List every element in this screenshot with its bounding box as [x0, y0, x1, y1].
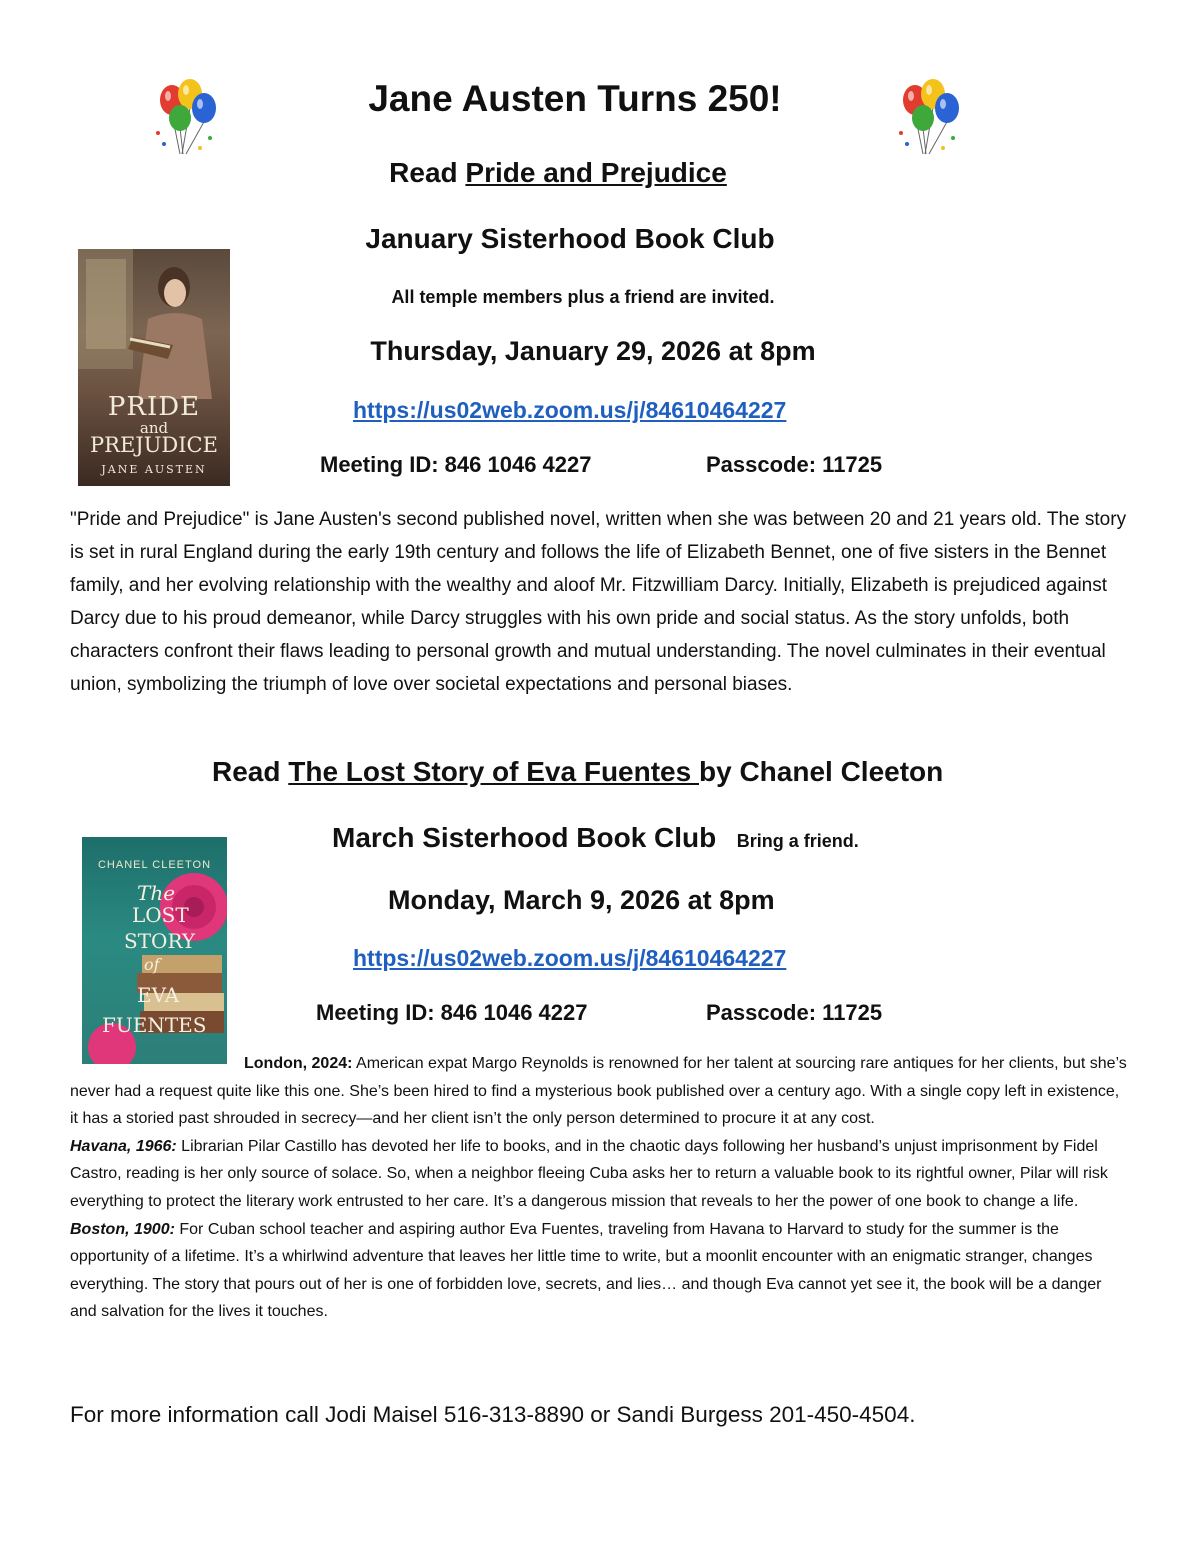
havana-label: Havana, 1966:	[70, 1137, 177, 1155]
london-text: American expat Margo Reynolds is renowned for her talent at sourcing rare antiques for her clients, but she’s never had a request quite like this one. She’s been hired to find a mysterious book published over a century ago. With a single copy left in existence, it has a storied past shrouded in secrecy—and her client isn’t the only person determined to procure it at any cost.	[70, 1055, 1127, 1128]
book-author: by Chanel Cleeton	[698, 756, 944, 787]
event2-club-line	[332, 822, 859, 854]
cover-line-1: The	[137, 881, 176, 905]
event1-description: "Pride and Prejudice" is Jane Austen's second published novel, written when she was between 20 and 21 years old. The story is set in rural England during the early 19th century and follows the life of Elizabeth Bennet, one of five sisters in the Bennet family, and her evolving relationship with the wealthy and aloof Mr. Fitzwilliam Darcy. Initially, Elizabeth is prejudiced against Darcy due to his proud demeanor, while Darcy struggles with his own pride and social status. As the story unfolds, both characters confront their flaws leading to personal growth and mutual understanding. The novel culminates in their eventual union, symbolizing the triumph of love over societal expectations and personal biases.	[70, 509, 1127, 695]
event1-passcode: Passcode: 11725	[706, 452, 883, 477]
event1-heading	[300, 157, 816, 189]
cover-line-6: FUENTES	[102, 1013, 207, 1037]
cover-line-2: LOST	[132, 903, 189, 927]
event2-heading	[212, 756, 943, 788]
event2-meeting-id: Meeting ID: 846 1046 4227	[316, 1000, 588, 1025]
event2-description	[70, 1050, 1130, 1326]
london-label: London, 2024:	[244, 1055, 353, 1072]
havana-text: Librarian Pilar Castillo has devoted her life to books, and in the chaotic days following her husband’s unjust imprisonment by Fidel Castro, reading is her only source of solace. So, when a neighbor fleeing Cuba asks her to return a valuable book to its rightful owner, Pilar will risk everything to protect the literary work entrusted to her care. It’s a dangerous mission that reveals to her the power of one book to change a life.	[70, 1137, 1108, 1210]
cover-author: CHANEL CLEETON	[97, 859, 212, 871]
event2-passcode: Passcode: 11725	[706, 1000, 883, 1025]
london-paragraph	[70, 1050, 1130, 1133]
boston-text: For Cuban school teacher and aspiring author Eva Fuentes, traveling from Havana to Harvard to study for the summer is the opportunity of a lifetime. It’s a whirlwind adventure that leaves her little time to write, but a moonlit encounter with an enigmatic stranger, changes everything. The story that pours out of her is one of forbidden love, secrets, and lies… and though Eva cannot yet see it, the book will be a danger and salvation for the lives it touches.	[70, 1220, 1102, 1321]
cover-title-2: and	[139, 419, 169, 437]
read-prefix: Read	[212, 756, 289, 787]
balloons-icon-right	[893, 78, 968, 158]
pride-and-prejudice-cover	[78, 249, 230, 486]
book-title: Pride and Prejudice	[465, 157, 727, 188]
cover-title-3: PREJUDICE	[90, 433, 218, 457]
cover-author: JANE AUSTEN	[101, 463, 207, 476]
boston-label: Boston, 1900:	[70, 1220, 175, 1238]
cover-line-5: EVA	[137, 983, 180, 1007]
cover-line-3: STORY	[124, 929, 196, 953]
lost-story-cover	[82, 837, 227, 1064]
event1-meeting-id: Meeting ID: 846 1046 4227	[320, 452, 592, 477]
event1-zoom-link[interactable]: https://us02web.zoom.us/j/84610464227	[353, 397, 787, 423]
page-title: Jane Austen Turns 250!	[368, 78, 782, 119]
read-prefix: Read	[389, 157, 466, 188]
event1-invite: All temple members plus a friend are invited.	[391, 287, 775, 307]
boston-paragraph	[70, 1216, 1130, 1326]
balloons-icon-left	[150, 78, 225, 158]
event2-club: March Sisterhood Book Club	[332, 822, 717, 853]
event1-date: Thursday, January 29, 2026 at 8pm	[370, 336, 816, 366]
event2-bring: Bring a friend.	[736, 831, 859, 851]
book-title: The Lost Story of Eva Fuentes	[288, 756, 699, 787]
havana-paragraph	[70, 1133, 1130, 1216]
cover-title-1: PRIDE	[107, 392, 201, 422]
event1-club: January Sisterhood Book Club	[365, 223, 775, 254]
footer-contact: For more information call Jodi Maisel 516-313-8890 or Sandi Burgess 201-450-4504.	[70, 1402, 916, 1427]
event2-date: Monday, March 9, 2026 at 8pm	[388, 885, 775, 915]
cover-portrait-image	[78, 249, 230, 399]
event2-zoom-link[interactable]: https://us02web.zoom.us/j/84610464227	[353, 945, 787, 971]
cover-line-4: of	[144, 955, 160, 974]
